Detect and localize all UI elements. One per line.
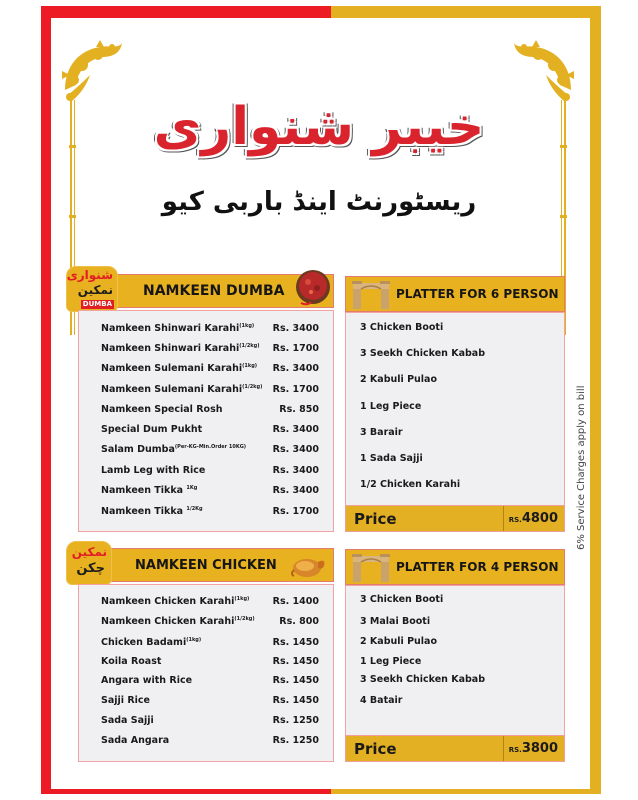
platter-6-title: PLATTER FOR 6 PERSON (396, 287, 559, 301)
menu-item: Special Dum Pukht Rs. 3400 (101, 424, 319, 435)
price-label: Price (354, 510, 397, 528)
platter-4-list (345, 585, 565, 737)
platter-item: 3 Seekh Chicken Kabab (360, 674, 486, 685)
khyber-gate-icon (350, 552, 392, 582)
platter-item: 3 Chicken Booti (360, 594, 444, 605)
badge-dumba-tag: DUMBA (82, 300, 112, 308)
menu-item: Koila Roast Rs. 1450 (101, 656, 319, 667)
platter-item: 4 Batair (360, 695, 403, 706)
menu-item: Salam Dumba$^{(Per-KG-Min.Order 10KG)}$ Rs. 3400 (101, 444, 319, 455)
price-label: Price (354, 740, 397, 758)
menu-item: Lamb Leg with Rice Rs. 3400 (101, 465, 319, 476)
platter-item: 1 Leg Piece (360, 401, 422, 412)
namkeen-dumba-title: NAMKEEN DUMBA (143, 283, 285, 299)
item-price: Rs. 800 (279, 616, 319, 627)
platter-item: 1 Leg Piece (360, 656, 422, 667)
platter-4-price-bar (345, 735, 565, 762)
item-price: Rs. 1450 (272, 656, 319, 667)
menu-item: Angara with Rice Rs. 1450 (101, 675, 319, 686)
menu-item: Namkeen Shinwari Karahi$^{(1kg)}$ Rs. 3400 (101, 323, 319, 334)
menu-item: Namkeen Tikka $^{1/2Kg}$ Rs. 1700 (101, 506, 319, 517)
platter-4-price: RS.3800 (508, 741, 558, 756)
badge-urdu-chicken: چکن (76, 561, 105, 576)
platter-item: 1/2 Chicken Karahi (360, 479, 461, 490)
item-price: Rs. 1250 (272, 735, 319, 746)
menu-item: Chicken Badami$^{(1kg)}$ Rs. 1450 (101, 637, 319, 648)
platter-6-list (345, 312, 565, 507)
platter-4-title: PLATTER FOR 4 PERSON (396, 560, 559, 574)
item-price: Rs. 850 (279, 404, 319, 415)
platter-item: 1 Sada Sajji (360, 453, 423, 464)
menu-item: Sada Sajji Rs. 1250 (101, 715, 319, 726)
menu-item: Namkeen Tikka $^{1Kg}$ Rs. 3400 (101, 485, 319, 496)
menu-item: Namkeen Chicken Karahi$^{(1/2kg)}$ Rs. 800 (101, 616, 319, 627)
menu-item: Namkeen Shinwari Karahi$^{(1/2kg)}$ Rs. 1700 (101, 343, 319, 354)
item-price: Rs. 1700 (272, 343, 319, 354)
item-price: Rs. 1450 (272, 695, 319, 706)
menu-item: Sajji Rice Rs. 1450 (101, 695, 319, 706)
roast-chicken-icon (290, 552, 328, 580)
menu-item: Namkeen Sulemani Karahi$^{(1/2kg)}$ Rs. 1700 (101, 384, 319, 395)
platter-item: 3 Chicken Booti (360, 322, 444, 333)
namkeen-chicken-list (78, 584, 334, 762)
platter-item: 3 Barair (360, 427, 403, 438)
namkeen-dumba-list (78, 310, 334, 532)
restaurant-subtitle-urdu: ریسٹورنٹ اینڈ باربی کیو (161, 187, 477, 217)
menu-item: Sada Angara Rs. 1250 (101, 735, 319, 746)
namkeen-chicken-title: NAMKEEN CHICKEN (135, 557, 277, 573)
item-price: Rs. 3400 (272, 465, 319, 476)
item-price: Rs. 1700 (272, 506, 319, 517)
item-price: Rs. 1400 (272, 596, 319, 607)
item-price: Rs. 3400 (272, 485, 319, 496)
dumba-karahi-bowl-icon (293, 268, 333, 308)
item-price: Rs. 1700 (272, 384, 319, 395)
shinwari-namkeen-dumba-badge (66, 266, 118, 312)
item-price: Rs. 1450 (272, 675, 319, 686)
khyber-gate-icon (350, 279, 392, 309)
platter-6-price: RS.4800 (508, 511, 558, 526)
menu-item: Namkeen Special Rosh Rs. 850 (101, 404, 319, 415)
service-charges-note: 6% Service Charges apply on bill (576, 385, 587, 550)
badge-urdu-shinwari: شنواری (66, 268, 113, 282)
restaurant-name-urdu: خیبر شنواری (153, 97, 485, 157)
platter-item: 2 Kabuli Pulao (360, 374, 437, 385)
item-price: Rs. 3400 (272, 444, 319, 455)
item-price: Rs. 3400 (272, 363, 319, 374)
platter-6-price-bar (345, 505, 565, 532)
badge-urdu-namkeen: نمکین (77, 283, 113, 297)
namkeen-chicken-badge (66, 541, 112, 585)
menu-item: Namkeen Sulemani Karahi$^{(1kg)}$ Rs. 3400 (101, 363, 319, 374)
platter-item: 3 Malai Booti (360, 616, 431, 627)
item-price: Rs. 1450 (272, 637, 319, 648)
platter-item: 2 Kabuli Pulao (360, 636, 437, 647)
platter-item: 3 Seekh Chicken Kabab (360, 348, 486, 359)
badge-urdu-namkeen: نمکین (71, 545, 107, 559)
menu-item: Namkeen Chicken Karahi$^{(1kg)}$ Rs. 1400 (101, 596, 319, 607)
item-price: Rs. 3400 (272, 424, 319, 435)
item-price: Rs. 3400 (272, 323, 319, 334)
item-price: Rs. 1250 (272, 715, 319, 726)
